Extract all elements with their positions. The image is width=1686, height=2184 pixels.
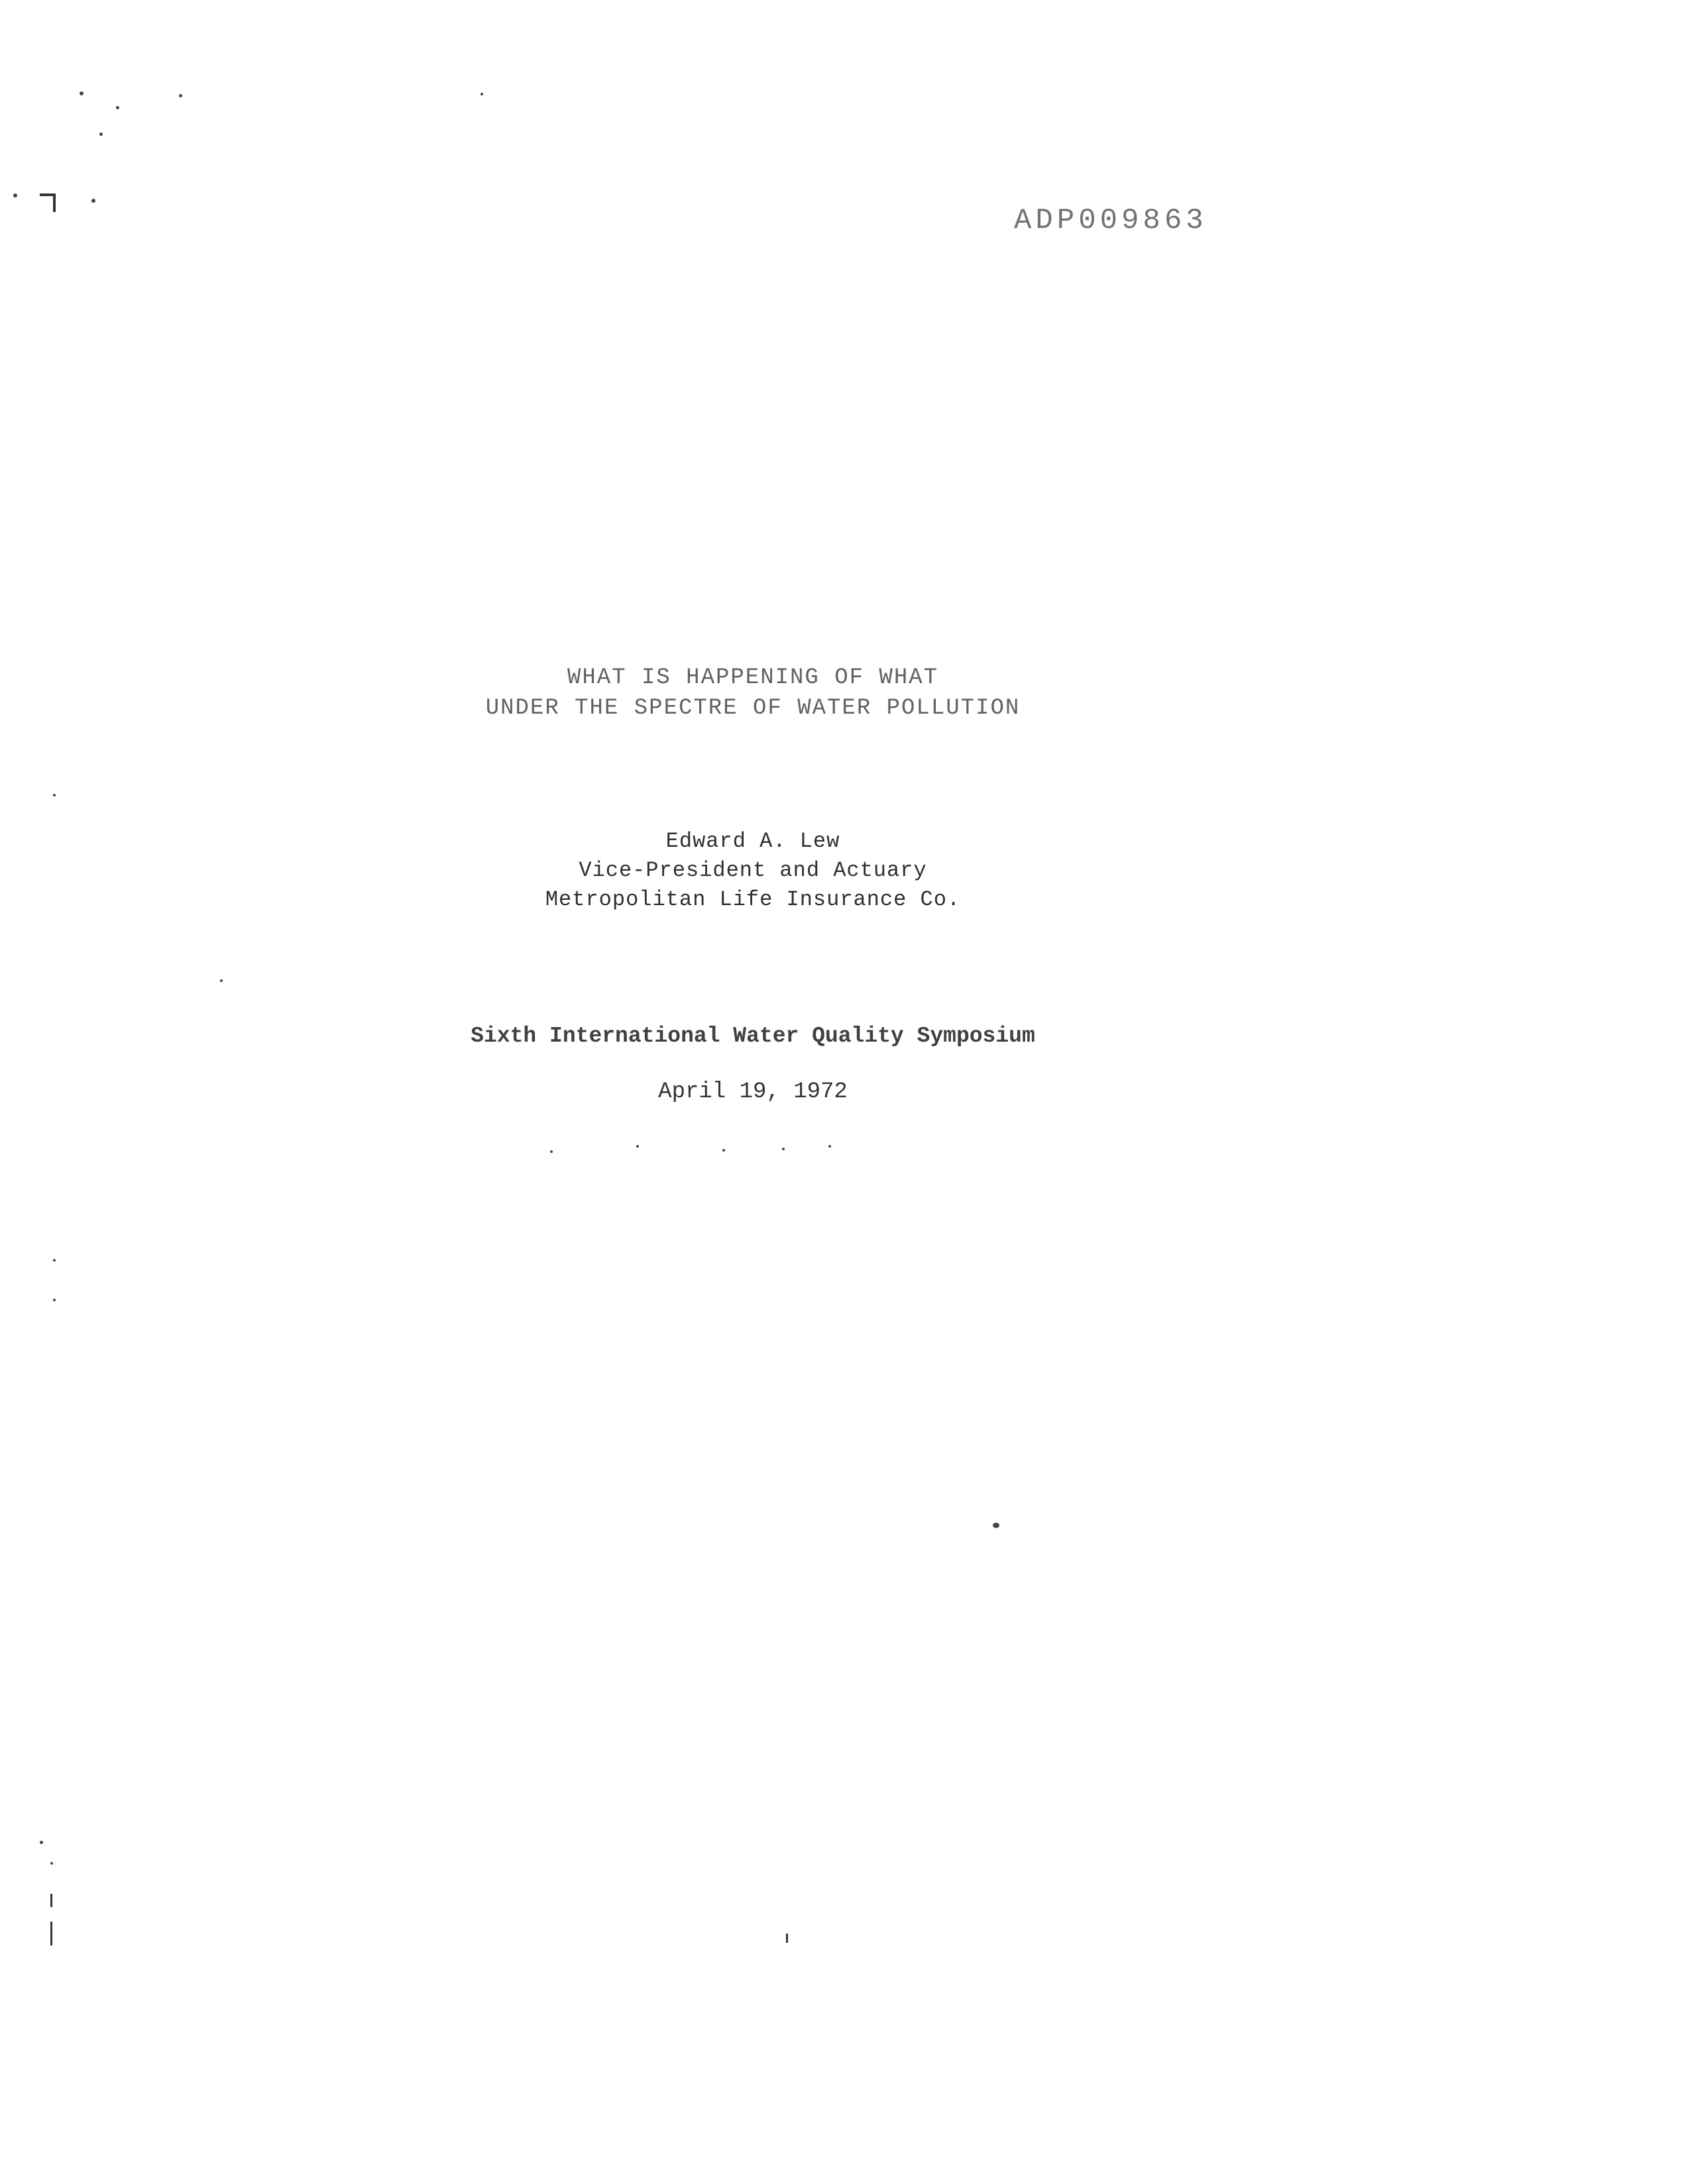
scan-speck [636, 1145, 639, 1148]
scan-mark [50, 1922, 52, 1945]
scan-speck [80, 91, 84, 95]
event-date: April 19, 1972 [658, 1079, 848, 1105]
scan-speck [53, 1299, 56, 1301]
scan-speck [99, 133, 103, 136]
scan-speck [782, 1148, 785, 1150]
scan-speck [53, 794, 56, 796]
scan-speck [550, 1150, 553, 1153]
author-organization: Metropolitan Life Insurance Co. [545, 887, 961, 912]
scan-mark [53, 193, 56, 212]
scan-mark [40, 193, 54, 196]
document-title [0, 663, 1506, 724]
event-name: Sixth International Water Quality Symposium [471, 1024, 1035, 1048]
scan-speck [828, 1145, 831, 1148]
scan-speck [220, 979, 223, 982]
scan-speck [53, 1259, 56, 1262]
scan-speck [179, 94, 182, 97]
document-id: ADP009863 [1014, 204, 1208, 237]
author-block [0, 827, 1506, 914]
scan-speck [993, 1523, 999, 1528]
author-position: Vice-President and Actuary [579, 858, 927, 883]
title-line-2: UNDER THE SPECTRE OF WATER POLLUTION [485, 696, 1021, 721]
scan-speck [91, 199, 95, 203]
scan-mark [50, 1894, 52, 1907]
scan-speck [480, 93, 483, 95]
title-line-1: WHAT IS HAPPENING OF WHAT [567, 665, 939, 690]
scan-speck [13, 193, 17, 197]
scan-speck [40, 1841, 43, 1844]
scan-speck [116, 106, 119, 109]
scan-speck [50, 1862, 53, 1865]
author-name: Edward A. Lew [665, 829, 840, 853]
scan-speck [722, 1149, 725, 1152]
scan-mark [786, 1934, 788, 1943]
